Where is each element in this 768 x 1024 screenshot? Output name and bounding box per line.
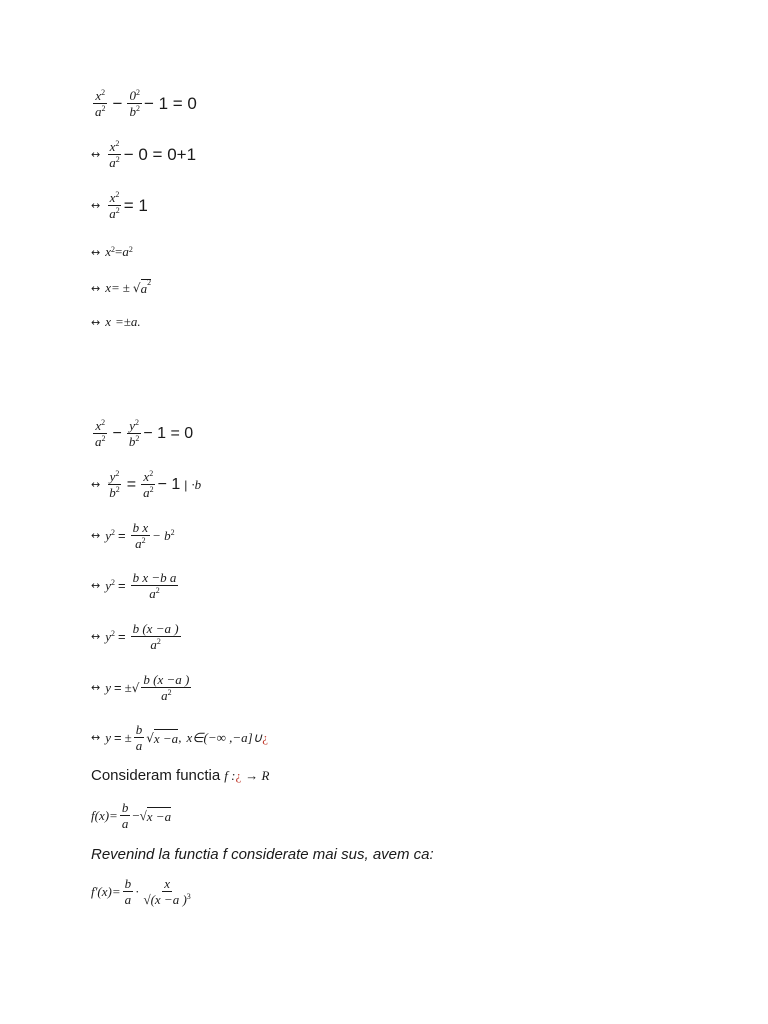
eq-b2-6: ↔ y = ± √ $\frac{b (x -a )}{a^2}$ xyxy=(91,672,190,703)
eq-rest: − 0 = 0+1 xyxy=(123,144,197,164)
eq-b1-3: ↔ $\frac{x^2}{a^2}$ = 1 xyxy=(91,190,148,221)
eq-b2-4: ↔ y 2 = $\frac{\text{b x −b a}}{a^2}$ xyxy=(91,570,177,601)
fraction: $\frac{x^2}{a^2}$ xyxy=(95,88,106,119)
eq-rest: − 1 = 0 xyxy=(143,93,197,113)
sqrt-icon: √ xyxy=(146,730,154,745)
equiv-arrow-icon: ↔ xyxy=(91,478,101,491)
eq-b2-3: ↔ y 2 = $\frac{\text{b x}}{a^2}$ − b 2 xyxy=(91,520,175,551)
eq-rest: = 1 xyxy=(123,195,148,215)
equiv-arrow-icon: ↔ xyxy=(91,630,101,643)
equiv-arrow-icon: ↔ xyxy=(91,579,101,592)
f-prime: f'(x)= $\frac{b}{a}$ · $\frac{x}{√(x -a )^3}$ xyxy=(91,876,191,907)
eq-b2-7: ↔ y = ± $\frac{b}{a}$ √ x −a , x∈(−∞ ,−a]∪ ¿ xyxy=(91,722,269,753)
eq-b1-2: ↔ $\frac{x^2}{a^2}$ − 0 = 0+1 xyxy=(91,139,197,170)
equiv-arrow-icon: ↔ xyxy=(91,199,101,212)
eq-b2-5: ↔ y 2 = $\frac{b (x -a )}{a^2}$ xyxy=(91,621,179,652)
consider-line: Consideram functia f : ¿ → R xyxy=(91,767,270,784)
equiv-arrow-icon: ↔ xyxy=(91,681,101,694)
f-definition: f(x)= $\frac{b}{a}$ −√ x −a xyxy=(91,800,172,831)
revenind-text: Revenind la functia f considerate mai sus, avem ca: xyxy=(91,846,434,863)
eq-b1-6: ↔ x =±a. xyxy=(91,314,141,329)
eq-rest: − 1 = 0 xyxy=(143,424,194,442)
sqrt-icon: √ xyxy=(131,680,140,695)
eq-b2-2: ↔ $\frac{y^2}{b^2}$ = $\frac{x^2}{a^2}$ − 1 | ·b xyxy=(91,469,202,500)
equiv-arrow-icon: ↔ xyxy=(91,148,101,161)
eq-b1-5: ↔ x= ± √ $a^2$ xyxy=(91,278,152,296)
sqrt-icon: √ xyxy=(132,281,141,295)
equiv-arrow-icon: ↔ xyxy=(91,315,101,329)
equiv-arrow-icon: ↔ xyxy=(91,529,101,542)
eq-b1-4: ↔ x 2 = a 2 xyxy=(91,244,133,259)
eq-b2-1: $\frac{x^2}{a^2}$ − $\frac{y^2}{b^2}$ − 1 = 0 xyxy=(95,418,194,449)
equiv-arrow-icon: ↔ xyxy=(91,731,101,744)
equiv-arrow-icon: ↔ xyxy=(91,245,101,259)
equiv-arrow-icon: ↔ xyxy=(91,281,101,295)
fraction: $\frac{0^2}{b^2}$ xyxy=(129,88,140,119)
eq-b1-1: $\frac{x^2}{a^2}$ − $\frac{0^2}{b^2}$ − 1 = 0 xyxy=(95,88,197,119)
